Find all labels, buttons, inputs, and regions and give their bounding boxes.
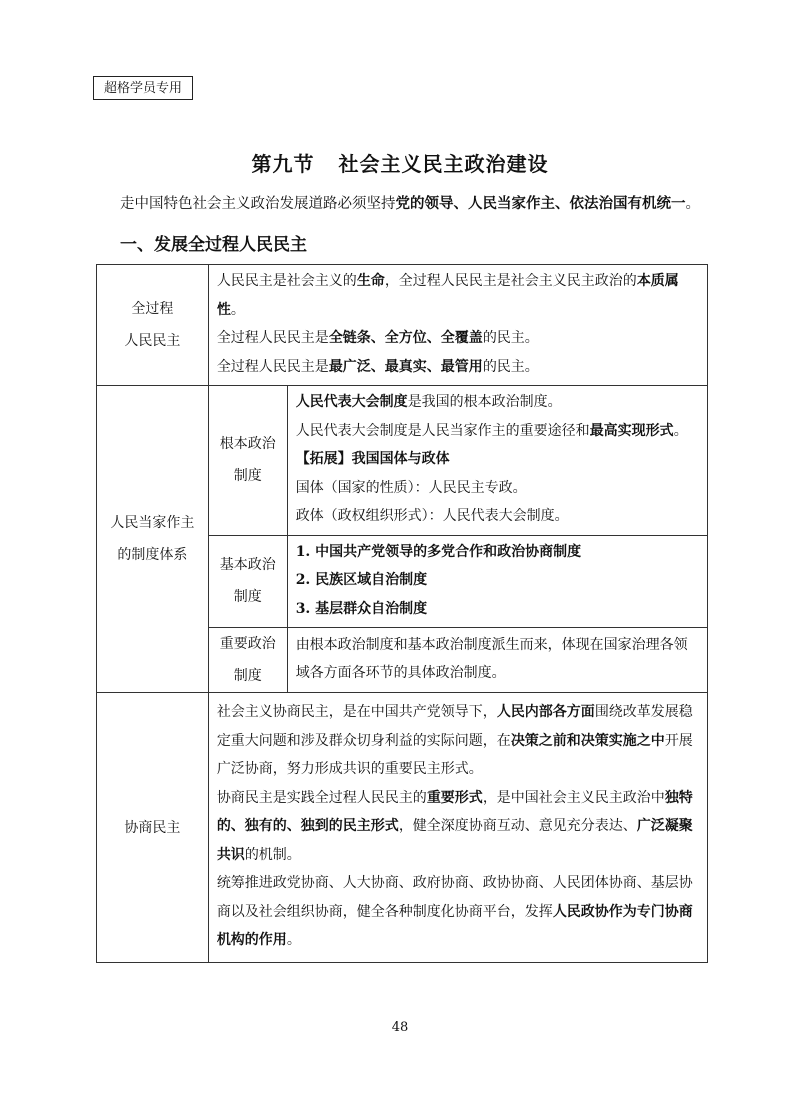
row-label-line: 人民民主 xyxy=(124,333,181,349)
sub-content xyxy=(287,535,707,628)
bold-text: 独特的、独有的、独到的民主形式 xyxy=(216,789,693,835)
sub-label-line: 根本政治 xyxy=(219,436,276,453)
text: 全过程人民民主是 xyxy=(216,330,329,346)
row-label-line: 协商民主 xyxy=(124,819,181,836)
bold-text: 广泛凝聚共识 xyxy=(216,818,693,863)
text: 。 xyxy=(230,301,245,318)
table-row xyxy=(97,386,708,536)
bold-text: 人民内部各方面 xyxy=(496,704,595,721)
list-item xyxy=(296,538,699,567)
content-table xyxy=(96,264,708,963)
paragraph xyxy=(296,417,699,446)
bold-text: 决策之前和决策实施之中 xyxy=(510,732,665,749)
text: 人民代表大会制度是人民当家作主的重要途径和 xyxy=(295,422,590,439)
bold-text: 1. 中国共产党领导的多党合作和政治协商制度 xyxy=(295,543,582,560)
intro-bold: 党的领导、人民当家作主、依法治国有机统一 xyxy=(395,195,686,212)
bold-text: 本质属性 xyxy=(216,273,679,318)
bold-text: 生命 xyxy=(356,273,385,289)
list-item xyxy=(296,595,699,624)
paragraph: 政体（政权组织形式）：人民代表大会制度。 xyxy=(295,508,569,524)
row-label-line: 人民当家作主 xyxy=(110,515,195,531)
sub-content xyxy=(287,386,707,536)
text: 协商民主是实践全过程人民民主的 xyxy=(216,789,427,806)
text: ，全过程人民民主是社会主义民主政治的 xyxy=(384,273,637,289)
bold-text: 全链条、全方位、全覆盖 xyxy=(328,330,483,346)
bold-text: 重要形式 xyxy=(426,789,483,806)
text: 开展广泛协商，努力形成共识的重要民主形式。 xyxy=(216,732,693,778)
paragraph: 国体（国家的性质）：人民民主专政。 xyxy=(295,479,527,496)
sub-content xyxy=(287,628,707,693)
text: 是我国的根本政治制度。 xyxy=(407,394,562,410)
bold-text: 人民代表大会制度 xyxy=(295,394,408,410)
text: ，是中国社会主义民主政治中 xyxy=(482,789,665,806)
row-label xyxy=(97,265,209,386)
list-item xyxy=(296,566,699,595)
text: 的机制。 xyxy=(244,846,301,863)
text: 全过程人民民主是 xyxy=(216,358,329,375)
text: 的民主。 xyxy=(482,358,539,375)
sub-label xyxy=(208,386,287,536)
paragraph xyxy=(217,784,699,870)
bold-text: 最高实现形式 xyxy=(589,422,674,439)
text: 。 xyxy=(286,932,301,949)
paragraph xyxy=(217,353,699,382)
paragraph xyxy=(296,445,699,474)
section-title xyxy=(0,148,800,177)
row-label-line: 的制度体系 xyxy=(117,547,188,563)
paragraph xyxy=(217,698,699,784)
paragraph xyxy=(217,869,699,955)
table-row xyxy=(97,693,708,963)
sub-label xyxy=(208,535,287,628)
text: ，健全深度协商互动、意见充分表达、 xyxy=(398,818,637,835)
section-name: 社会主义民主政治建设 xyxy=(338,152,549,176)
sub-label-line: 制度 xyxy=(233,468,262,485)
sub-label-line: 基本政治 xyxy=(219,557,276,574)
sub-label-line: 重要政治 xyxy=(219,636,276,652)
paragraph: 由根本政治制度和基本政治制度派生而来，体现在国家治理各领域各方面各环节的具体政治制度。 xyxy=(295,636,688,681)
paragraph xyxy=(296,388,699,417)
row-label-line: 全过程 xyxy=(131,301,174,317)
row-content xyxy=(208,265,707,386)
section-number: 第九节 xyxy=(251,152,315,176)
intro-text: 走中国特色社会主义政治发展道路必须坚持 xyxy=(120,196,396,212)
row-label xyxy=(97,693,209,963)
row-label xyxy=(97,386,209,693)
row-content xyxy=(208,693,707,963)
bold-text: 【拓展】我国国体与政体 xyxy=(295,451,450,467)
paragraph xyxy=(217,324,699,353)
table-row xyxy=(97,265,708,386)
text: 围绕改革发展稳定重大问题和涉及群众切身利益的实际问题，在 xyxy=(216,704,693,749)
intro-paragraph xyxy=(120,192,700,213)
paragraph xyxy=(217,267,699,324)
exclusive-stamp: 超格学员专用 xyxy=(93,76,193,100)
text: 。 xyxy=(673,422,688,439)
text: 社会主义协商民主，是在中国共产党领导下， xyxy=(216,704,497,721)
sub-label-line: 制度 xyxy=(233,589,262,606)
subsection-heading: 一、发展全过程人民民主 xyxy=(120,235,307,255)
text: 人民民主是社会主义的 xyxy=(216,273,357,289)
intro-end: 。 xyxy=(685,196,700,212)
bold-text: 3. 基层群众自治制度 xyxy=(295,600,428,617)
page-number: 48 xyxy=(391,1020,409,1035)
sub-label xyxy=(208,628,287,693)
bold-text: 最广泛、最真实、最管用 xyxy=(328,358,483,375)
text: 的民主。 xyxy=(482,330,539,346)
sub-label-line: 制度 xyxy=(233,668,262,684)
bold-text: 人民政协作为专门协商机构的作用 xyxy=(216,903,693,949)
bold-text: 2. 民族区域自治制度 xyxy=(295,572,428,588)
text: 统筹推进政党协商、人大协商、政府协商、政协协商、人民团体协商、基层协商以及社会组织协商，健全各种制度化协商平台，发挥 xyxy=(216,875,693,920)
